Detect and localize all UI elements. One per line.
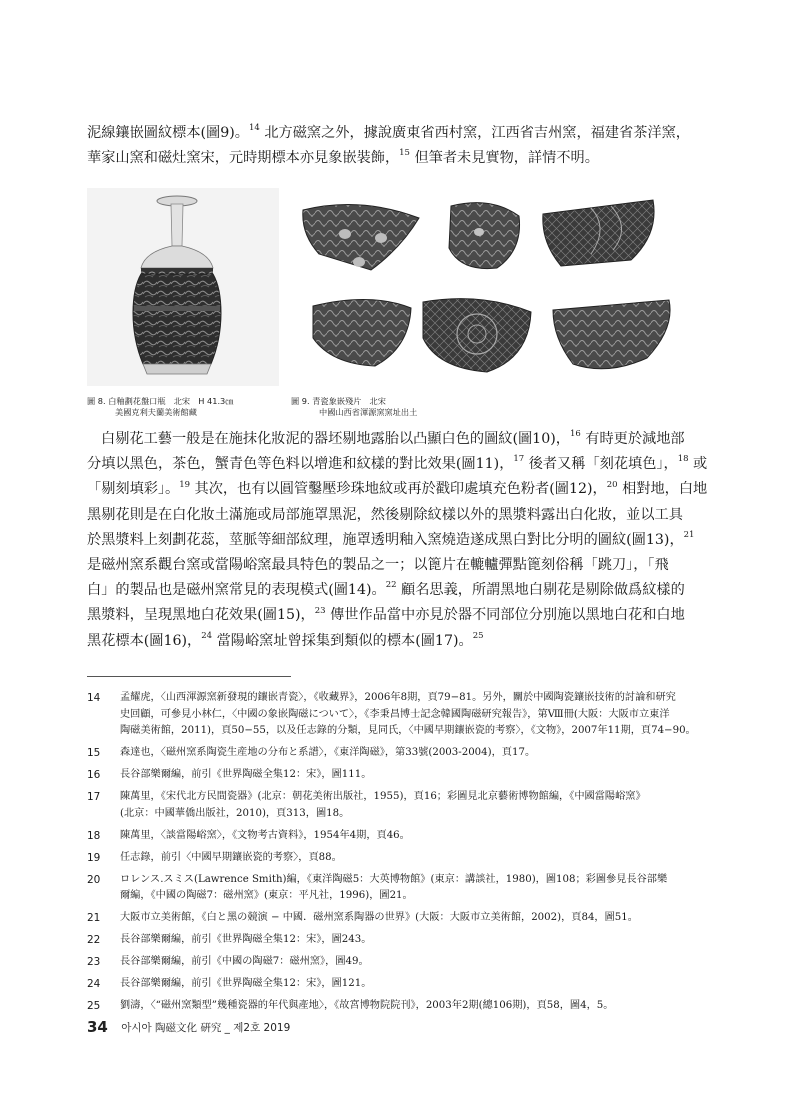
text-segment: 於黑漿料上刻劃花蕊，莖脈等細部紋理，施罩透明釉入窯燒造遂成黑白對比分明的圖紋(圖13)， (87, 531, 684, 548)
text-line (87, 477, 719, 502)
text-segment: 北方磁窯之外，據說廣東省西村窯，江西省吉州窯，福建省茶洋窯， (259, 125, 690, 141)
footnote-ref[interactable]: 16 (569, 429, 581, 440)
text-segment: 有時更於減地部 (580, 431, 685, 447)
footnote-number: 22 (87, 934, 101, 946)
footnote-number: 15 (87, 747, 101, 759)
text-line (87, 603, 719, 628)
figure-8-vase-photo (87, 188, 279, 386)
page-footer (87, 1018, 290, 1036)
footnote-19 (87, 850, 719, 867)
footnote-14 (87, 690, 719, 740)
text-segment: 分填以黑色，茶色，蟹青色等色料以增進和紋樣的對比效果(圖11)， (87, 456, 514, 473)
footnote-line: 長谷部樂爾編，前引《世界陶磁全集12：宋》，圖121。 (120, 978, 372, 989)
figure-9-caption (291, 396, 417, 418)
footnote-line: 爾編，《中國の陶磁7：磁州窯》(東京：平凡社，1996)，圖21。 (120, 890, 413, 901)
figure-8-caption-line1: 圖 8. 白釉劃花盤口瓶 北宋 H 41.3㎝ (87, 396, 234, 406)
text-segment: 黑漿料，呈現黑地白花效果(圖15)， (87, 607, 315, 624)
vase-image (87, 188, 279, 386)
main-paragraph (87, 427, 719, 654)
footnote-number: 25 (87, 1000, 101, 1012)
footnote-line: 史回顧，可參見小林仁，〈中國の象嵌陶磁について〉，《李秉昌博士記念韓國陶磁研究報告》，第Ⅷ冊(大阪：大阪市立東洋 (120, 708, 670, 720)
footnote-text (120, 954, 719, 971)
text-line (87, 528, 719, 553)
footnote-25 (87, 998, 719, 1015)
footnote-text (120, 872, 719, 905)
footnote-ref[interactable]: 15 (399, 148, 410, 159)
footnote-line: 陳萬里，《宋代北方民間瓷器》(北京：朝花美術出版社，1955)，頁16；彩圖見北京藝術博物館編，《中國當陽峪窯》 (120, 791, 646, 802)
text-segment: 後者又稱「刻花填色」， (524, 456, 678, 473)
text-segment: 但筆者未見實物，詳情不明。 (409, 150, 599, 167)
top-paragraph (87, 121, 719, 171)
text-line (87, 553, 719, 578)
text-line (87, 503, 719, 528)
text-segment: 是磁州窯系觀台窯或當陽峪窯最具特色的製品之一；以篦片在轆轤彈點篦刻俗稱「跳刀」，「飛 (87, 557, 669, 574)
footnote-18 (87, 828, 719, 845)
text-segment: 華家山窯和磁灶窯宋，元時期標本亦見象嵌裝飾， (87, 150, 400, 167)
footnote-22 (87, 932, 719, 949)
text-segment: 「剔刻填彩」。 (87, 481, 180, 498)
footnote-line: 大阪市立美術館，《白と黑の競演 − 中國．磁州窯系陶器の世界》(大阪：大阪市立美術館，2002)，頁84，圖51。 (120, 912, 638, 923)
footnote-text (120, 789, 719, 822)
footnote-text (120, 767, 719, 784)
figure-8-caption-line2: 美國克利夫蘭美術館藏 (115, 407, 197, 417)
footnote-ref[interactable]: 19 (179, 479, 191, 490)
footnote-ref[interactable]: 21 (683, 530, 695, 541)
footnote-text (120, 976, 719, 993)
footnote-24 (87, 976, 719, 993)
footnote-ref[interactable]: 24 (201, 630, 213, 641)
footnote-ref[interactable]: 23 (314, 605, 326, 616)
figure-9-shards-photo (291, 188, 719, 386)
text-segment: 相對地，白地 (617, 481, 708, 498)
footnote-ref[interactable]: 25 (472, 630, 484, 641)
footnote-line: 陶磁美術館，2011)，頁50−55，以及任志錄的分類，見同氏，〈中國早期鑲嵌瓷的考察〉，《文物》，2007年11期，頁74−90。 (120, 725, 696, 736)
footnote-line: 劉濤，〈“磁州窯類型”幾種瓷器的年代與產地〉，《故宮博物院院刊》，2003年2期(總106期)，頁58，圖4，5。 (120, 1000, 614, 1011)
text-segment: 黑剔花則是在白化妝土滿施或局部施罩黑泥，然後剔除紋樣以外的黑漿料露出白化妝，並以工具 (87, 506, 683, 523)
footnote-text (120, 828, 719, 845)
footnote-number: 18 (87, 829, 101, 842)
footnote-line: (北京：中國華僑出版社，2010)，頁313，圖18。 (120, 807, 350, 819)
footnote-number: 24 (87, 978, 101, 990)
text-segment: 白」的製品也是磁州窯常見的表現模式(圖14)。 (87, 582, 386, 599)
footnote-ref[interactable]: 17 (513, 454, 525, 465)
figure-9-caption-line2: 中國山西省渾源窯窯址出土 (319, 407, 418, 417)
footnote-line: 孟耀虎，〈山西渾源窯新發現的鑲嵌青瓷〉，《收藏界》，2006年8期，頁79−81。另外，關於中國陶瓷鑲嵌技術的討論和研究 (120, 692, 676, 703)
footnote-number: 20 (87, 873, 101, 886)
footnote-line: 陳萬里，〈談當陽峪窯〉，《文物考古資料》，1954年4期，頁46。 (120, 829, 410, 841)
footnote-ref[interactable]: 22 (385, 580, 397, 591)
footnote-text (120, 690, 719, 740)
text-segment: 當陽峪窯址曾採集到類似的標本(圖17)。 (212, 632, 473, 649)
figure-8-caption (87, 396, 233, 418)
footnote-line: 任志錄，前引〈中國早期鑲嵌瓷的考察〉，頁88。 (120, 851, 342, 863)
footnote-text (120, 932, 719, 949)
text-segment: 或 (688, 456, 708, 473)
footnote-ref[interactable]: 20 (606, 479, 618, 490)
footnote-number: 14 (87, 692, 101, 704)
text-line (87, 578, 719, 603)
footnote-text (120, 745, 719, 762)
text-line (87, 452, 719, 477)
footnote-number: 17 (87, 791, 101, 803)
text-line (87, 121, 719, 146)
footnote-text (120, 910, 719, 927)
footnote-17 (87, 789, 719, 822)
figure-9-caption-line1: 圖 9. 青瓷象嵌殘片 北宋 (291, 396, 386, 406)
text-line (87, 629, 719, 654)
footnote-number: 23 (87, 956, 101, 968)
footnote-23 (87, 954, 719, 971)
footnote-line: 長谷部樂爾編，前引《世界陶磁全集12：宋》，圖243。 (120, 934, 372, 945)
footnote-line: 長谷部樂爾編，前引《世界陶磁全集12：宋》，圖111。 (120, 769, 372, 780)
footnote-line: ロレンス.スミス(Lawrence Smith)編，《東洋陶磁5：大英博物館》(東京：講談社，1980)，圖108；彩圖參見長谷部樂 (120, 873, 668, 885)
footnote-15 (87, 745, 719, 762)
text-segment: 白剔花工藝一般是在施抹化妝泥的器坯剔地露胎以凸顯白色的圖紋(圖10)， (101, 431, 570, 447)
text-line (87, 427, 719, 452)
text-segment: 黑花標本(圖16)， (87, 632, 202, 649)
text-segment: 其次，也有以圓管鑿壓珍珠地紋或再於戳印處填充色粉者(圖12)， (190, 481, 607, 498)
footnote-line: 森達也，〈磁州窯系陶瓷生産地の分布と系譜〉，《東洋陶磁》，第33號(2003-2004)，頁17。 (120, 747, 536, 758)
footnote-21 (87, 910, 719, 927)
shards-image (291, 188, 719, 386)
page-number: 34 (87, 1018, 108, 1036)
footnotes (87, 690, 719, 1020)
footnote-divider (87, 676, 291, 677)
text-segment: 顧名思義，所謂黑地白剔花是剔除做爲紋樣的 (396, 582, 685, 599)
footnote-text (120, 998, 719, 1015)
footnote-text (120, 850, 719, 867)
footnote-number: 19 (87, 851, 101, 864)
text-segment: 泥線鑲嵌圖紋標本(圖9)。 (87, 125, 249, 141)
footnote-number: 21 (87, 912, 101, 924)
footnote-20 (87, 872, 719, 905)
footnote-ref[interactable]: 18 (677, 454, 689, 465)
footnote-line: 長谷部樂爾編，前引《中國の陶磁7：磁州窯》，圖49。 (120, 956, 369, 967)
footnote-16 (87, 767, 719, 784)
journal-title: 아시아 陶磁文化 硏究 _ 제2호 2019 (121, 1022, 291, 1034)
text-line (87, 146, 719, 171)
footnote-ref[interactable]: 14 (248, 123, 260, 134)
footnote-number: 16 (87, 769, 101, 781)
text-segment: 傳世作品當中亦見於器不同部位分別施以黑地白花和白地 (325, 607, 685, 624)
